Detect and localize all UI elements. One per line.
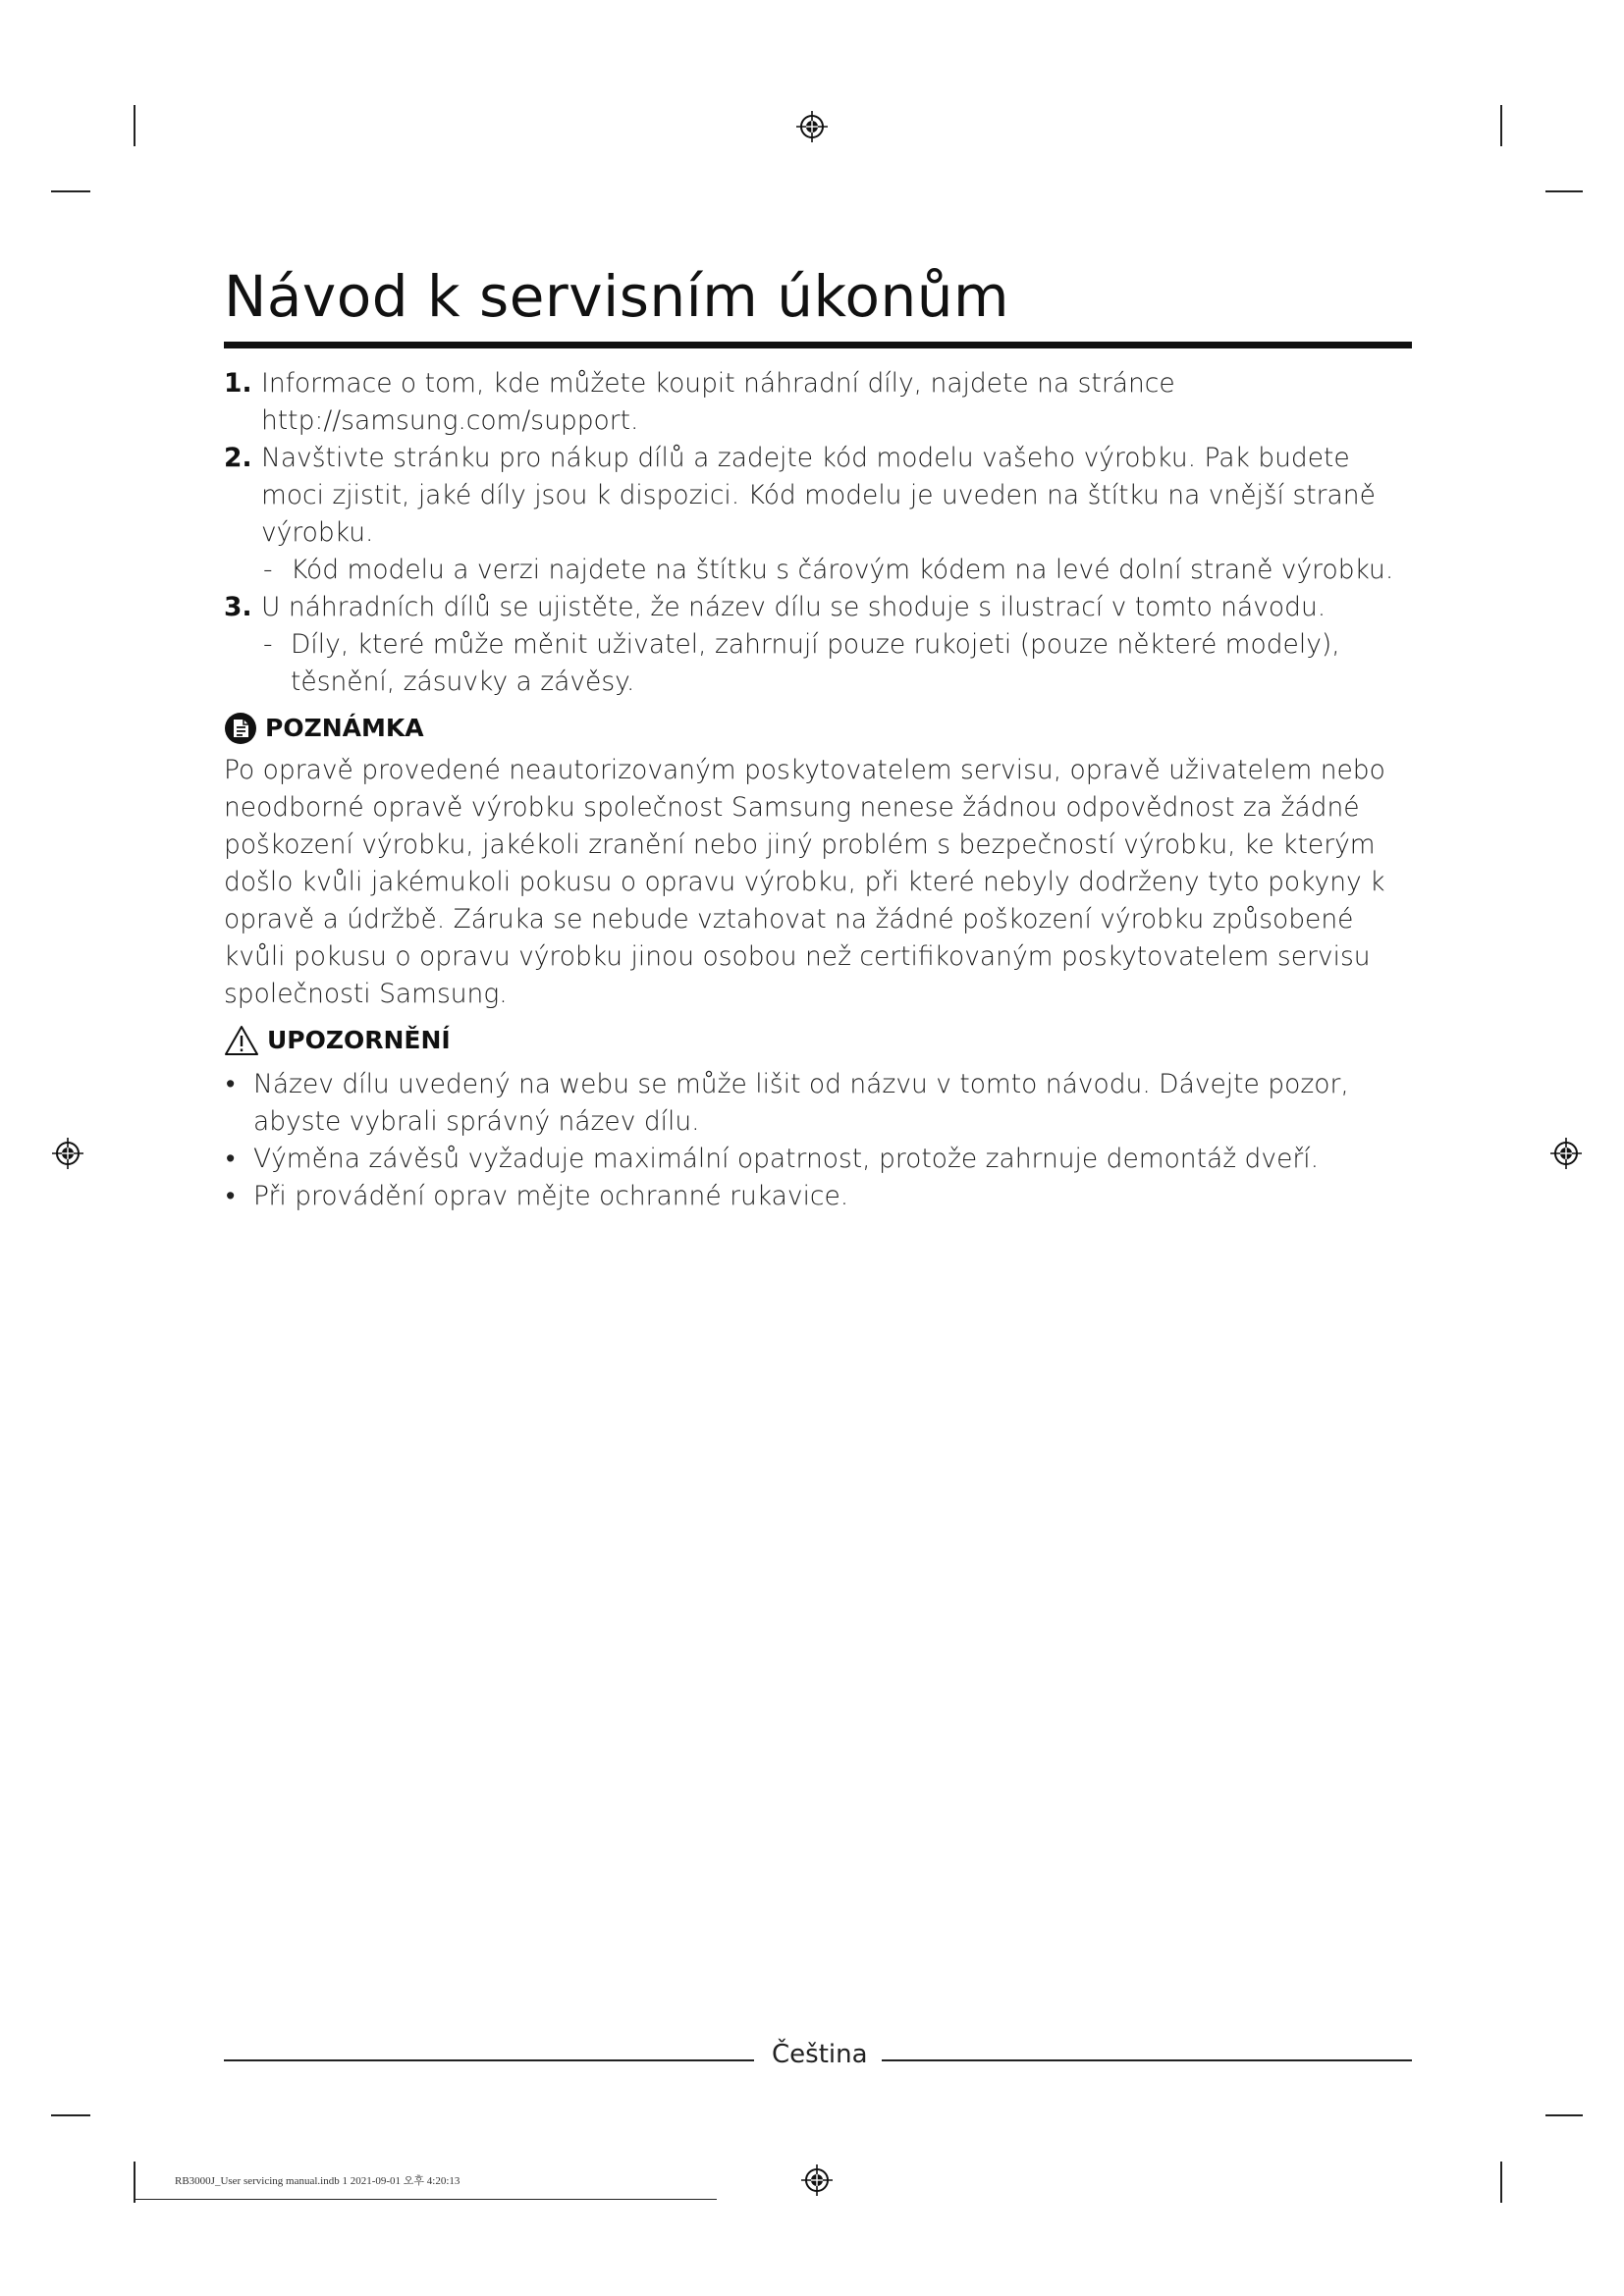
bullet: •: [226, 1069, 236, 1099]
caution-heading-label: UPOZORNĚNÍ: [267, 1026, 451, 1054]
item-text: Kód modelu a verzi najdete na štítku s čárovým kódem na levé dolní straně výrobku.: [291, 555, 1394, 585]
registration-mark-icon: [795, 110, 829, 143]
footer-rule-right: [882, 2059, 1412, 2061]
caution-item: [224, 1141, 1412, 1178]
list-item: [224, 589, 1412, 626]
registration-mark-icon: [1549, 1137, 1583, 1170]
item-text: Díly, které může měnit uživatel, zahrnují pouze rukojeti (pouze některé modely), těsnění, zásuvky a závěsy.: [291, 629, 1340, 697]
caution-text: Výměna závěsů vyžaduje maximální opatrnost, protože zahrnuje demontáž dveří.: [253, 1144, 1320, 1174]
caution-item: [224, 1178, 1412, 1215]
note-text: Po opravě provedené neautorizovaným poskytovatelem servisu, opravě uživatelem nebo neodborné opravě výrobku společnost Samsung nenese žádnou odpovědnost za žádné poškození výrobku, jakékoli zranění nebo jiný problém s bezpečností výrobku, ke kterým došlo kvůli jakémukoli pokusu o opravu výrobku, při které nebyly dodrženy tyto pokyny k opravě a údržbě. Záruka se nebude vztahovat na žádné poškození výrobku způsobené kvůli pokusu o opravu výrobku jinou osobou než certifikovaným poskytovatelem servisu společnosti Samsung.: [224, 755, 1385, 1009]
registration-mark-icon: [800, 2163, 834, 2197]
page-title: Návod k servisním úkonům: [224, 263, 1010, 330]
slug-rule: [134, 2199, 717, 2200]
item-text: Informace o tom, kde můžete koupit náhradní díly, najdete na stránce http://samsung.com/support.: [261, 368, 1175, 436]
sub-list-item: [224, 626, 1412, 701]
caution-text: Název dílu uvedený na webu se může lišit od názvu v tomto návodu. Dávejte pozor, abyste vybrali správný název dílu.: [253, 1069, 1349, 1137]
caution-text: Při provádění oprav mějte ochranné rukavice.: [253, 1181, 849, 1211]
footer-language: Čeština: [772, 2040, 868, 2069]
caution-item: [224, 1066, 1412, 1141]
item-dash: -: [263, 629, 273, 660]
item-text: Navštivte stránku pro nákup dílů a zadejte kód modelu vašeho výrobku. Pak budete moci zjistit, jaké díly jsou k dispozici. Kód modelu je uveden na štítku na vnější straně výrobku.: [261, 443, 1376, 548]
bullet: •: [226, 1144, 236, 1174]
bullet: •: [226, 1181, 236, 1211]
footer-rule-left: [224, 2059, 754, 2061]
warning-triangle-icon: [224, 1025, 259, 1056]
crop-mark: [1545, 190, 1583, 192]
crop-mark: [51, 2114, 90, 2116]
note-heading: [224, 709, 1412, 748]
title-rule: [224, 342, 1412, 348]
crop-mark: [1500, 2162, 1502, 2203]
item-number: 2.: [224, 443, 252, 473]
content: [224, 365, 1412, 1215]
crop-mark: [51, 190, 90, 192]
item-number: 3.: [224, 592, 252, 622]
crop-mark: [1500, 105, 1502, 146]
crop-mark: [134, 105, 135, 146]
registration-mark-icon: [51, 1137, 84, 1170]
note-document-icon: [224, 712, 257, 745]
print-slug: RB3000J_User servicing manual.indb 1 2021-09-01 오후 4:20:13: [175, 2175, 460, 2187]
item-text: U náhradních dílů se ujistěte, že název dílu se shoduje s ilustrací v tomto návodu.: [261, 592, 1326, 622]
item-number: 1.: [224, 368, 252, 399]
item-dash: -: [263, 555, 273, 585]
note-heading-label: POZNÁMKA: [265, 714, 424, 742]
list-item: [224, 365, 1412, 440]
sub-list-item: [224, 552, 1412, 589]
crop-mark: [134, 2162, 135, 2203]
caution-heading: [224, 1021, 1412, 1060]
crop-mark: [1545, 2114, 1583, 2116]
list-item: [224, 440, 1412, 552]
